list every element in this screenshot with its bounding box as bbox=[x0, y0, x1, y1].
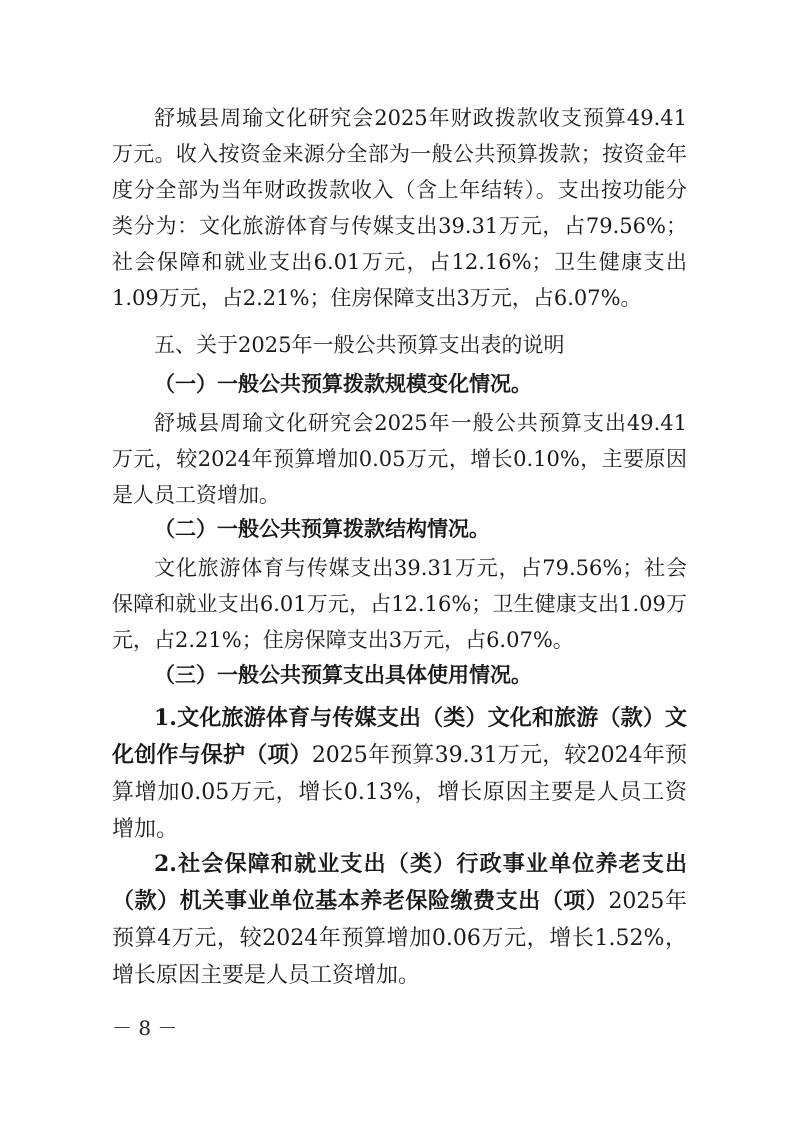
item-2-paragraph bbox=[112, 846, 687, 994]
item-2-detail: 2025年预算4万元，较2024年预算增加0.06万元，增长1.52%，增长原因主要是人员工资增加。 bbox=[112, 889, 687, 988]
item-2-title: 2.社会保障和就业支出（类）行政事业单位养老支出（款）机关事业单位基本养老保险缴费支出（项） bbox=[112, 851, 687, 914]
subsection-1-heading: （一）一般公共预算拨款规模变化情况。 bbox=[154, 372, 532, 396]
budget-overview-paragraph: 舒城县周瑜文化研究会2025年财政拨款收支预算49.41万元。收入按资金来源分全部为一般公共预算拨款；按资金年度分全部为当年财政拨款收入（含上年结转）。支出按功能分类分为：文化旅游体育与传媒支出39.31万元，占79.56%；社会保障和就业支出6.01万元，占12.16%；卫生健康支出1.09万元，占2.21%；住房保障支出3万元，占6.07%。 bbox=[112, 106, 687, 310]
page-number: － 8 － bbox=[112, 1016, 178, 1040]
section-5-heading: 五、关于2025年一般公共预算支出表的说明 bbox=[154, 333, 565, 357]
subsection-3-heading: （三）一般公共预算支出具体使用情况。 bbox=[154, 663, 532, 687]
subsection-2-heading: （二）一般公共预算拨款结构情况。 bbox=[154, 517, 490, 541]
item-1-title: 1.文化旅游体育与传媒支出（类）文化和旅游（款）文化创作与保护（项） bbox=[112, 705, 687, 768]
item-1-paragraph bbox=[112, 700, 687, 848]
subsection-1-body: 舒城县周瑜文化研究会2025年一般公共预算支出49.41万元，较2024年预算增加0.05万元，增长0.10%，主要原因是人员工资增加。 bbox=[112, 411, 687, 507]
item-1-detail: 2025年预算39.31万元，较2024年预算增加0.05万元，增长0.13%，增长原因主要是人员工资增加。 bbox=[112, 743, 687, 842]
subsection-2-body: 文化旅游体育与传媒支出39.31万元，占79.56%；社会保障和就业支出6.01万元，占12.16%；卫生健康支出1.09万元，占2.21%；住房保障支出3万元，占6.07%。 bbox=[112, 556, 687, 652]
